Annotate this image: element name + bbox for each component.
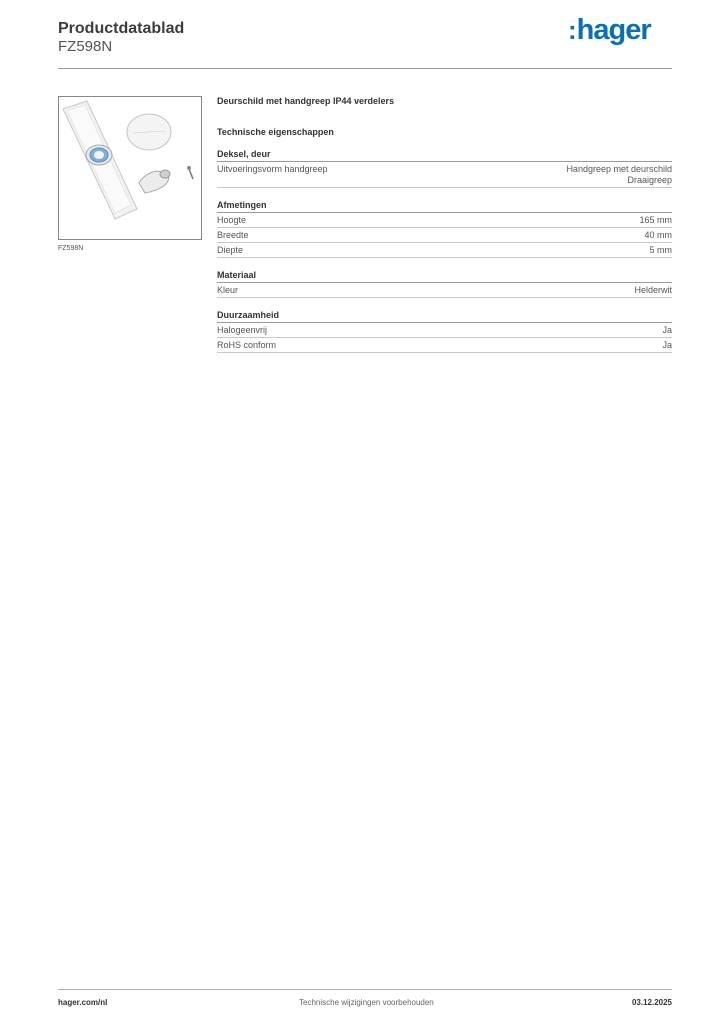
row-value: 5 mm bbox=[649, 245, 672, 255]
table-row bbox=[217, 243, 672, 258]
row-value: 165 mm bbox=[639, 215, 672, 225]
footer-notice: Technische wijzigingen voorbehouden bbox=[299, 998, 434, 1007]
group-title: Deksel, deur bbox=[217, 149, 672, 162]
product-illustration bbox=[59, 97, 201, 239]
document-title: Productdatablad bbox=[58, 20, 185, 37]
row-label: Breedte bbox=[217, 230, 249, 240]
group-materiaal bbox=[217, 270, 672, 298]
row-value: Helderwit bbox=[634, 285, 672, 295]
group-duurzaamheid bbox=[217, 310, 672, 353]
footer-website-link[interactable]: hager.com/nl bbox=[58, 998, 108, 1007]
row-value: 40 mm bbox=[644, 230, 672, 240]
table-row bbox=[217, 338, 672, 353]
footer-divider bbox=[58, 989, 672, 990]
row-label: Diepte bbox=[217, 245, 244, 255]
group-title: Materiaal bbox=[217, 270, 672, 283]
row-label: Kleur bbox=[217, 285, 239, 295]
table-row bbox=[217, 213, 672, 228]
row-label: RoHS conform bbox=[217, 340, 277, 350]
product-description: Deurschild met handgreep IP44 verdelers bbox=[217, 96, 395, 106]
product-code: FZ598N bbox=[58, 38, 113, 55]
row-label: Hoogte bbox=[217, 215, 247, 225]
row-label: Uitvoeringsvorm handgreep bbox=[217, 164, 328, 174]
group-afmetingen bbox=[217, 200, 672, 258]
footer-date: 03.12.2025 bbox=[631, 998, 672, 1007]
group-title: Afmetingen bbox=[217, 200, 672, 213]
product-image bbox=[58, 96, 202, 240]
technical-properties-heading: Technische eigenschappen bbox=[217, 127, 334, 137]
group-title: Duurzaamheid bbox=[217, 310, 672, 323]
row-value: Ja bbox=[662, 340, 672, 350]
image-caption: FZ598N bbox=[58, 245, 84, 252]
table-row bbox=[217, 162, 672, 188]
table-row bbox=[217, 283, 672, 298]
table-row bbox=[217, 228, 672, 243]
table-row bbox=[217, 323, 672, 338]
group-deksel-deur bbox=[217, 149, 672, 188]
row-label: Halogeenvrij bbox=[217, 325, 268, 335]
hager-logo: :hager bbox=[568, 14, 651, 46]
header-divider bbox=[58, 68, 672, 69]
product-details bbox=[217, 96, 672, 353]
row-value: Ja bbox=[662, 325, 672, 335]
row-value: Handgreep met deurschild Draaigreep bbox=[566, 164, 672, 185]
